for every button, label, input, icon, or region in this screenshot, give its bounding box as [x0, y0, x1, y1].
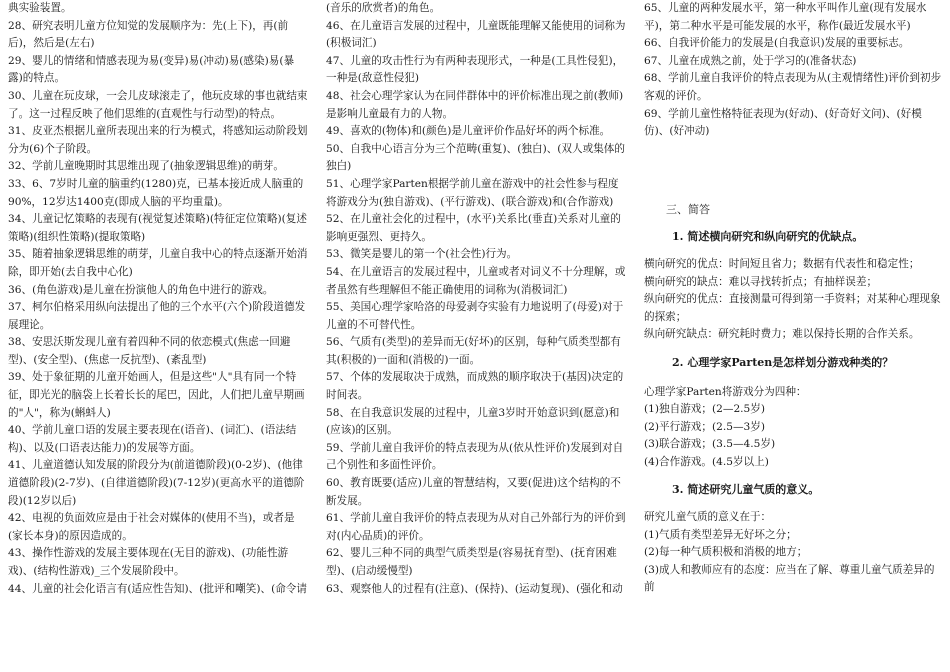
answer-line: (4)合作游戏。(4.5岁以上) [644, 455, 769, 468]
text-line: 57、个体的发展取决于成熟，而成熟的顺序取决于(基因)决定的时间表。 [326, 371, 624, 402]
answer-line: (3)联合游戏；(3.5—4.5岁) [644, 438, 776, 451]
text-line: 62、婴儿三种不同的典型气质类型是(容易抚育型)、(抚育困难型)、(启动缓慢型) [326, 547, 617, 577]
column-right [644, 0, 944, 597]
text-line: 41、儿童道德认知发展的阶段分为(前道德阶段)(0-2岁)、(他律道德阶段)(2-7岁)、(自律道德阶段)(7-12岁)(更高水平的道德阶段)(12岁以后) [8, 459, 305, 507]
answer-line: (1)独自游戏；(2—2.5岁) [644, 403, 766, 416]
text-line: 65、儿童的两种发展水平，第一种水平叫作儿童(现有发展水平)，第二种水平是可能发展的水平，称作(最近发展水平) [644, 2, 927, 32]
text-line: 34、儿童记忆策略的表现有(视觉复述策略)(特征定位策略)(复述策略)(组织性策略)(提取策略) [8, 213, 307, 243]
text-line: 42、电视的负面效应是由于社会对媒体的(使用不当)，或者是(家长本身)的原因造成的。 [8, 512, 295, 542]
spacer [644, 246, 944, 256]
text-line: 51、心理学家Parten根据学前儿童在游戏中的社会性参与程度将游戏分为(独自游戏)、(平行游戏)、(联合游戏)和(合作游戏) [326, 177, 619, 208]
question-heading: 3. 简述研究儿童气质的意义。 [672, 483, 820, 497]
question-heading: 1. 简述横向研究和纵向研究的优缺点。 [672, 230, 864, 244]
answer-line: 横向研究的优点：时间短且省力；数据有代表性和稳定性； [644, 257, 920, 270]
text-line: 59、学前儿童自我评价的特点表现为从(依从性评价)发展到对自己个别性和多面性评价。 [326, 441, 624, 472]
text-line: 47、儿童的攻击性行为有两种表现形式，一种是(工具性侵犯)，一种是(敌意性侵犯) [326, 54, 624, 85]
text-line: 46、在儿童语言发展的过程中，儿童既能理解又能使用的词称为(积极词汇) [326, 19, 626, 50]
text-line: 56、气质有(类型)的差异而无(好坏)的区别，每种气质类型都有其(积极的)一面和(消极的)一面。 [326, 336, 621, 366]
text-line: 39、处于象征期的儿童开始画人，但是这些"人"具有同一个特征，即光光的脑袋上长着长长的尾巴，因此，人们把儿童早期画的"人"，称为(蝌蚪人) [8, 371, 305, 419]
answer-line: 横向研究的缺点：难以寻找转折点；有抽样误差； [644, 275, 878, 288]
text-line: 58、在自我意识发展的过程中，儿童3岁时开始意识到(愿意)和(应该)的区别。 [326, 406, 620, 437]
text-line: 30、儿童在玩皮球，一会儿皮球滚走了，他玩皮球的事也就结束了。这一过程反映了他们思维的(直观性与行动型)的特点。 [8, 89, 308, 120]
question-heading: 2. 心理学家Parten是怎样划分游戏种类的？ [672, 355, 894, 369]
text-line: 67、儿童在成熟之前，处于学习的(准备状态) [644, 54, 857, 67]
text-line: 49、喜欢的(物体)和(颜色)是儿童评价作品好坏的两个标准。 [326, 125, 611, 138]
section-title: 三、简答 [666, 202, 710, 216]
text-line: 69、学前儿童性格特征表现为(好动)、(好奇好文问)、(好模仿)、(好冲动) [644, 107, 922, 138]
answer-line: (2)平行游戏；(2.5—3岁) [644, 420, 766, 433]
text-line: 典实验装置。 [8, 2, 72, 14]
text-line: 32、学前儿童晚期时其思维出现了(抽象逻辑思维)的萌芽。 [8, 160, 284, 173]
answer-line: 纵向研究缺点：研究耗时费力；难以保持长期的合作关系。 [644, 328, 920, 341]
text-line: 43、操作性游戏的发展主要体现在(无目的游戏)、(功能性游戏)、(结构性游戏)_三个发展阶段中。 [8, 547, 289, 577]
text-line: 44、儿童的社会化语言有(适应性告知)、(批评和嘲笑)、(命令请 [8, 582, 307, 595]
column-middle [326, 0, 626, 598]
text-line: 55、美国心理学家哈洛的母爱剥夺实验有力地说明了(母爱)对于儿童的不可替代性。 [326, 301, 624, 331]
text-line: 52、在儿童社会化的过程中，(水平)关系比(垂直)关系对儿童的影响更强烈、更持久。 [326, 213, 621, 243]
spacer [644, 499, 944, 509]
spacer [644, 141, 944, 201]
text-line: 54、在儿童语言的发展过程中，儿童或者对词义不十分理解，或者虽然有些理解但不能正确使用的词称为(消极词汇) [326, 265, 626, 296]
text-line: 60、教育既要(适应)儿童的智慧结构，又要(促进)这个结构的不断发展。 [326, 477, 621, 507]
text-line: 38、安思沃斯发现儿童有着四种不同的依恋模式(焦虑一回避型)、(安全型)、(焦虑一反抗型)、(紊乱型) [8, 336, 291, 366]
spacer [644, 471, 944, 481]
text-line: 61、学前儿童自我评价的特点表现为从对自己外部行为的评价到对(内心品质)的评价。 [326, 512, 626, 542]
answer-line: (3)成人和教师应有的态度：应当在了解、尊重儿童气质差异的前 [644, 563, 935, 594]
text-line: 66、自我评价能力的发展是(自我意识)发展的重要标志。 [644, 37, 910, 50]
text-line: 48、社会心理学家认为在同伴群体中的评价标准出现之前(教师)是影响儿童最有力的人物。 [326, 89, 624, 120]
text-line: 63、观察他人的过程有(注意)、(保持)、(运动复现)、(强化和动 [326, 582, 623, 595]
text-line: 40、学前儿童口语的发展主要表现在(语音)、(词汇)、(语法结构)、以及(口语表达能力)的发展等方面。 [8, 424, 297, 454]
answer-line: 纵向研究的优点：直接测量可得到第一手资料；对某种心理现象的探索； [644, 293, 941, 323]
text-line: 37、柯尔伯格采用纵向法提出了他的三个水平(六个)阶段道德发展理论。 [8, 301, 306, 331]
text-line: 50、自我中心语言分为三个范畴(重复)、(独白)、(双人或集体的独白) [326, 142, 625, 173]
spacer [644, 372, 944, 384]
text-line: 53、微笑是婴儿的第一个(社会性)行为。 [326, 248, 518, 261]
column-left [8, 0, 308, 598]
text-line: 28、研究表明儿童方位知觉的发展顺序为：先(上下)，再(前后)，然后是(左右) [8, 19, 289, 50]
text-line: (音乐的欣赏者)的角色。 [326, 2, 441, 14]
text-line: 31、皮亚杰根据儿童所表现出来的行为模式，将感知运动阶段划分为(6)个子阶段。 [8, 125, 308, 155]
answer-line: (1)气质有类型差异无好坏之分； [644, 528, 797, 541]
answer-line: 心理学家Parten将游戏分为四种： [644, 385, 807, 398]
spacer [644, 218, 944, 228]
answer-line: (2)每一种气质积极和消极的地方； [644, 546, 808, 559]
text-line: 36、(角色游戏)是儿童在扮演他人的角色中进行的游戏。 [8, 283, 274, 296]
text-line: 68、学前儿童自我评价的特点表现为从(主观情绪性)评价到初步客观的评价。 [644, 72, 942, 102]
answer-line: 研究儿童气质的意义在于： [644, 511, 772, 524]
text-line: 29、婴儿的情绪和情感表现为易(变异)易(冲动)易(感染)易(暴露)的特点。 [8, 54, 295, 85]
spacer [644, 344, 944, 354]
text-line: 35、随着抽象逻辑思维的萌芽，儿童自我中心的特点逐渐开始消除，即开始(去自我中心化) [8, 248, 308, 278]
text-line: 33、6、7岁时儿童的脑重约(1280)克，已基本接近成人脑重的90%，12岁达1400克(即成人脑的平均重量)。 [8, 177, 304, 208]
